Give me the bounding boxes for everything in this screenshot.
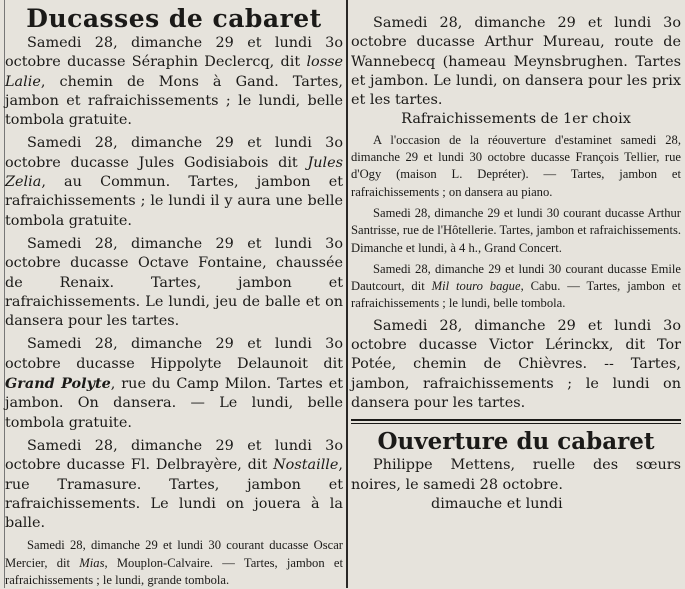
notice-paragraph: Samedi 28, dimanche 29 et lundi 3o octobre ducasse Fl. Delbrayère, dit Nostaille, rue Tramasure. Tartes, jambon et rafraichissements. Le lundi on jouera à la balle. bbox=[5, 437, 343, 532]
notice-paragraph: A l'occasion de la réouverture d'estaminet samedi 28, dimanche 29 et lundi 30 octobre ducasse François Tellier, rue d'Ogy (maison L. Depréter). — Tartes, jambon et rafraichissements ; on dansera au piano. bbox=[351, 132, 681, 199]
notice-paragraph: Philippe Mettens, ruelle des sœurs noires, le samedi 28 octobre. bbox=[351, 457, 681, 493]
subheading: Rafraichissements de 1er choix bbox=[401, 111, 631, 128]
section-divider bbox=[351, 419, 681, 424]
notice-paragraph: Samedi 28, dimanche 29 et lundi 3o octobre ducasse Séraphin Declercq, dit losse Lalie, chemin de Mons à Gand. Tartes, jambon et rafraichissements ; le lundi, belle tombola gratuite. bbox=[5, 35, 343, 129]
notice-paragraph: Samedi 28, dimanche 29 et lundi 30 courant ducasse Arthur Santrisse, rue de l'Hôtellerie. Tartes, jambon et rafraichissements. Dimanche et lundi, à 4 h., Grand Concert. bbox=[351, 205, 681, 255]
notice-paragraph: Samedi 28, dimanche 29 et lundi 3o octobre ducasse Arthur Mureau, route de Wannebecq (hameau Meynsbrughen. Tartes et jambon. Le lundi, on dansera pour les prix et les tartes. bbox=[351, 15, 681, 109]
notice-paragraph: Samedi 28, dimanche 29 et lundi 3o octobre ducasse Octave Fontaine, chaussée de Renaix. Tartes, jambon et rafraichissements. Le lundi, jeu de balle et on dansera pour les tartes. bbox=[5, 235, 343, 330]
notice-line: dimauche et lundi bbox=[431, 495, 563, 512]
notice-paragraph: Samedi 28, dimanche 29 et lundi 30 courant ducasse Oscar Mercier, dit Mias, Mouplon-Calvaire. — Tartes, jambon et rafraichissements ; le lundi, grande tombola. bbox=[5, 538, 343, 588]
notice-paragraph: Samedi 28, dimanche 29 et lundi 3o octobre ducasse Jules Godisiabois dit Jules Zelia, au Commun. Tartes, jambon et rafraichissements ; le lundi il y aura une belle tombola gratuite. bbox=[5, 135, 343, 229]
section-heading: Ducasses de cabaret bbox=[26, 4, 322, 33]
section-heading: Ouverture du cabaret bbox=[377, 428, 655, 456]
column-divider bbox=[346, 0, 348, 588]
left-column bbox=[5, 4, 343, 589]
notice-paragraph: Samedi 28, dimanche 29 et lundi 3o octobre ducasse Victor Lérinckx, dit Tor Potée, chemin de Chièvres. -- Tartes, jambon, rafraichissements ; le lundi on dansera pour les tartes. bbox=[351, 317, 681, 411]
notice-paragraph: Samedi 28, dimanche 29 et lundi 3o octobre ducasse Hippolyte Delaunoit dit Grand Polyte, rue du Camp Milon. Tartes et jambon. On dansera. — Le lundi, belle tombola gratuite. bbox=[5, 336, 343, 431]
right-column bbox=[351, 14, 681, 514]
notice-paragraph: Samedi 28, dimanche 29 et lundi 30 courant ducasse Emile Dautcourt, dit Mil touro bague, Cabu. — Tartes, jambon et rafraichissements ; le lundi, belle tombola. bbox=[351, 261, 681, 311]
